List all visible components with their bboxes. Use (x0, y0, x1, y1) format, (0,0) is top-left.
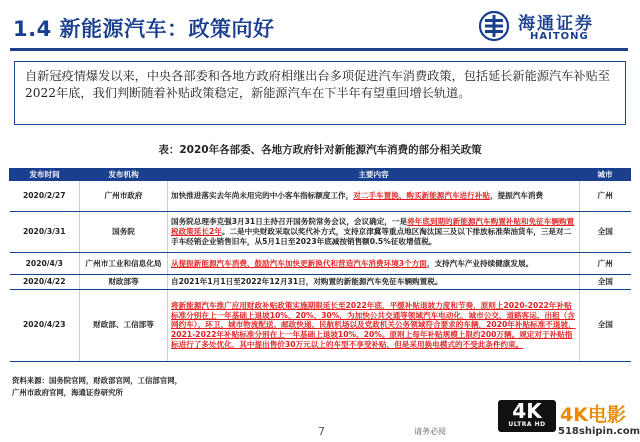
source-line: 资料来源：国务院官网，财政部官网，工信部官网， (12, 376, 182, 385)
row-city: 全国 (580, 289, 631, 361)
table-row (10, 289, 631, 361)
content-text: 自2021年1月1日至2022年12月31日，对购置的新能源汽车免征车辆购置税。 (171, 277, 443, 286)
watermark-badge-text: 4K (512, 399, 542, 423)
watermark-site: 518shipin.com (558, 426, 640, 437)
policy-table (9, 168, 631, 362)
content-text: 。二是中央财政采取以奖代补方式，支持京津冀等重点地区淘汰国三及以下排放标准柴油货车，三是对二手车经销企业销售旧车，从5月1日至2023年底减按销售额0.5%征收增值税。 (171, 227, 572, 246)
row-date: 2020/3/31 (10, 212, 80, 253)
column-header-city: 城市 (580, 169, 631, 181)
row-city: 广州 (580, 181, 631, 212)
column-header-date: 发布时间 (10, 169, 80, 181)
row-issuer: 国务院 (80, 212, 168, 253)
watermark-badge-subtext: ULTRA HD (508, 421, 546, 428)
watermark-badge (498, 400, 556, 432)
column-header-issuer: 发布机构 (80, 169, 168, 181)
highlighted-text: 对二手车置换、购买新能源汽车进行补贴 (353, 191, 490, 201)
row-issuer: 财政部、工信部等 (80, 289, 168, 361)
title-underline (10, 48, 628, 51)
watermark-title: 4K电影 (560, 404, 626, 426)
row-date: 2020/2/27 (10, 181, 80, 212)
logo-chinese-name: 海通证券 (518, 14, 594, 34)
highlighted-text: 从提振新能源汽车消费、鼓励汽车加快更新换代和营造汽车消费环境3个方面 (171, 258, 427, 268)
source-notes (12, 375, 182, 399)
source-line: 广州市政府官网，海通证券研究所 (12, 388, 123, 397)
page-number: 7 (318, 425, 325, 438)
row-date: 2020/4/22 (10, 275, 80, 290)
table-row (10, 275, 631, 290)
footer-disclaimer: 请务必阅 (414, 427, 446, 436)
row-date: 2020/4/23 (10, 289, 80, 361)
row-city: 全国 (580, 212, 631, 253)
row-date: 2020/4/3 (10, 253, 80, 275)
summary-box: 自新冠疫情爆发以来，中央各部委和各地方政府相继出台多项促进汽车消费政策，包括延长新能源汽车补贴至2022年底，我们判断随着补贴政策稳定，新能源汽车在下半年有望重回增长轨道。 (14, 61, 626, 125)
row-content (168, 253, 580, 275)
logo-english-name: HAITONG (530, 31, 589, 42)
haitong-emblem-icon (478, 10, 510, 42)
row-city: 全国 (580, 275, 631, 290)
table-row (10, 253, 631, 275)
content-text: 加快推进落实去年尚未用完的中小客车指标额度工作， (171, 191, 354, 201)
row-content (168, 212, 580, 253)
table-header-row (10, 169, 631, 181)
row-content (168, 181, 580, 212)
row-content (168, 289, 580, 361)
watermark (498, 396, 638, 442)
content-text: ，提振汽车消费 (489, 191, 544, 201)
row-content (168, 275, 580, 290)
table-row (10, 181, 631, 212)
row-issuer: 财政部等 (80, 275, 168, 290)
table-row (10, 212, 631, 253)
table-caption: 表：2020年各部委、各地方政府针对新能源汽车消费的部分相关政策 (158, 144, 482, 156)
content-text: ，支持汽车产业持续健康发展。 (426, 258, 534, 268)
row-issuer: 广州市政府 (80, 181, 168, 212)
page-title: 1.4 新能源汽车：政策向好 (13, 17, 275, 41)
highlighted-text: 将新能源汽车推广应用财政补贴政策实施期限延长至2022年底，平缓补贴退坡力度和节奏，原则上2020-2022年补贴标准分别在上一年基础上退坡10%、20%、30%，为加快公共交通等领域汽车电动化，城市公交、道路客运、出租（含网约车）、环卫、城市物流配送、邮政快递、民航机场以及党政机关公务领域符合要求的车辆，2020年补贴标准不退坡，2021-2022年补贴标准分别在上一年基础上退坡10%、20%。原则上每年补贴规模上限约200万辆。规定对于补贴指标进行了多处优化，其中提出售价30万元以上的车型不享受补贴，但是采用换电模式的不受此条件约束。 (171, 300, 576, 350)
content-text: 国务院总理李克强3月31日主持召开国务院常务会议，会议确定，一是 (171, 217, 408, 227)
haitong-logo (478, 9, 628, 45)
row-city: 广州 (580, 253, 631, 275)
row-issuer: 广州市工业和信息化局 (80, 253, 168, 275)
column-header-content: 主要内容 (168, 169, 580, 181)
highlighted-text: 将年底到期的新能源汽车购置补贴和免征车辆购置税政策延长2年 (171, 217, 575, 237)
